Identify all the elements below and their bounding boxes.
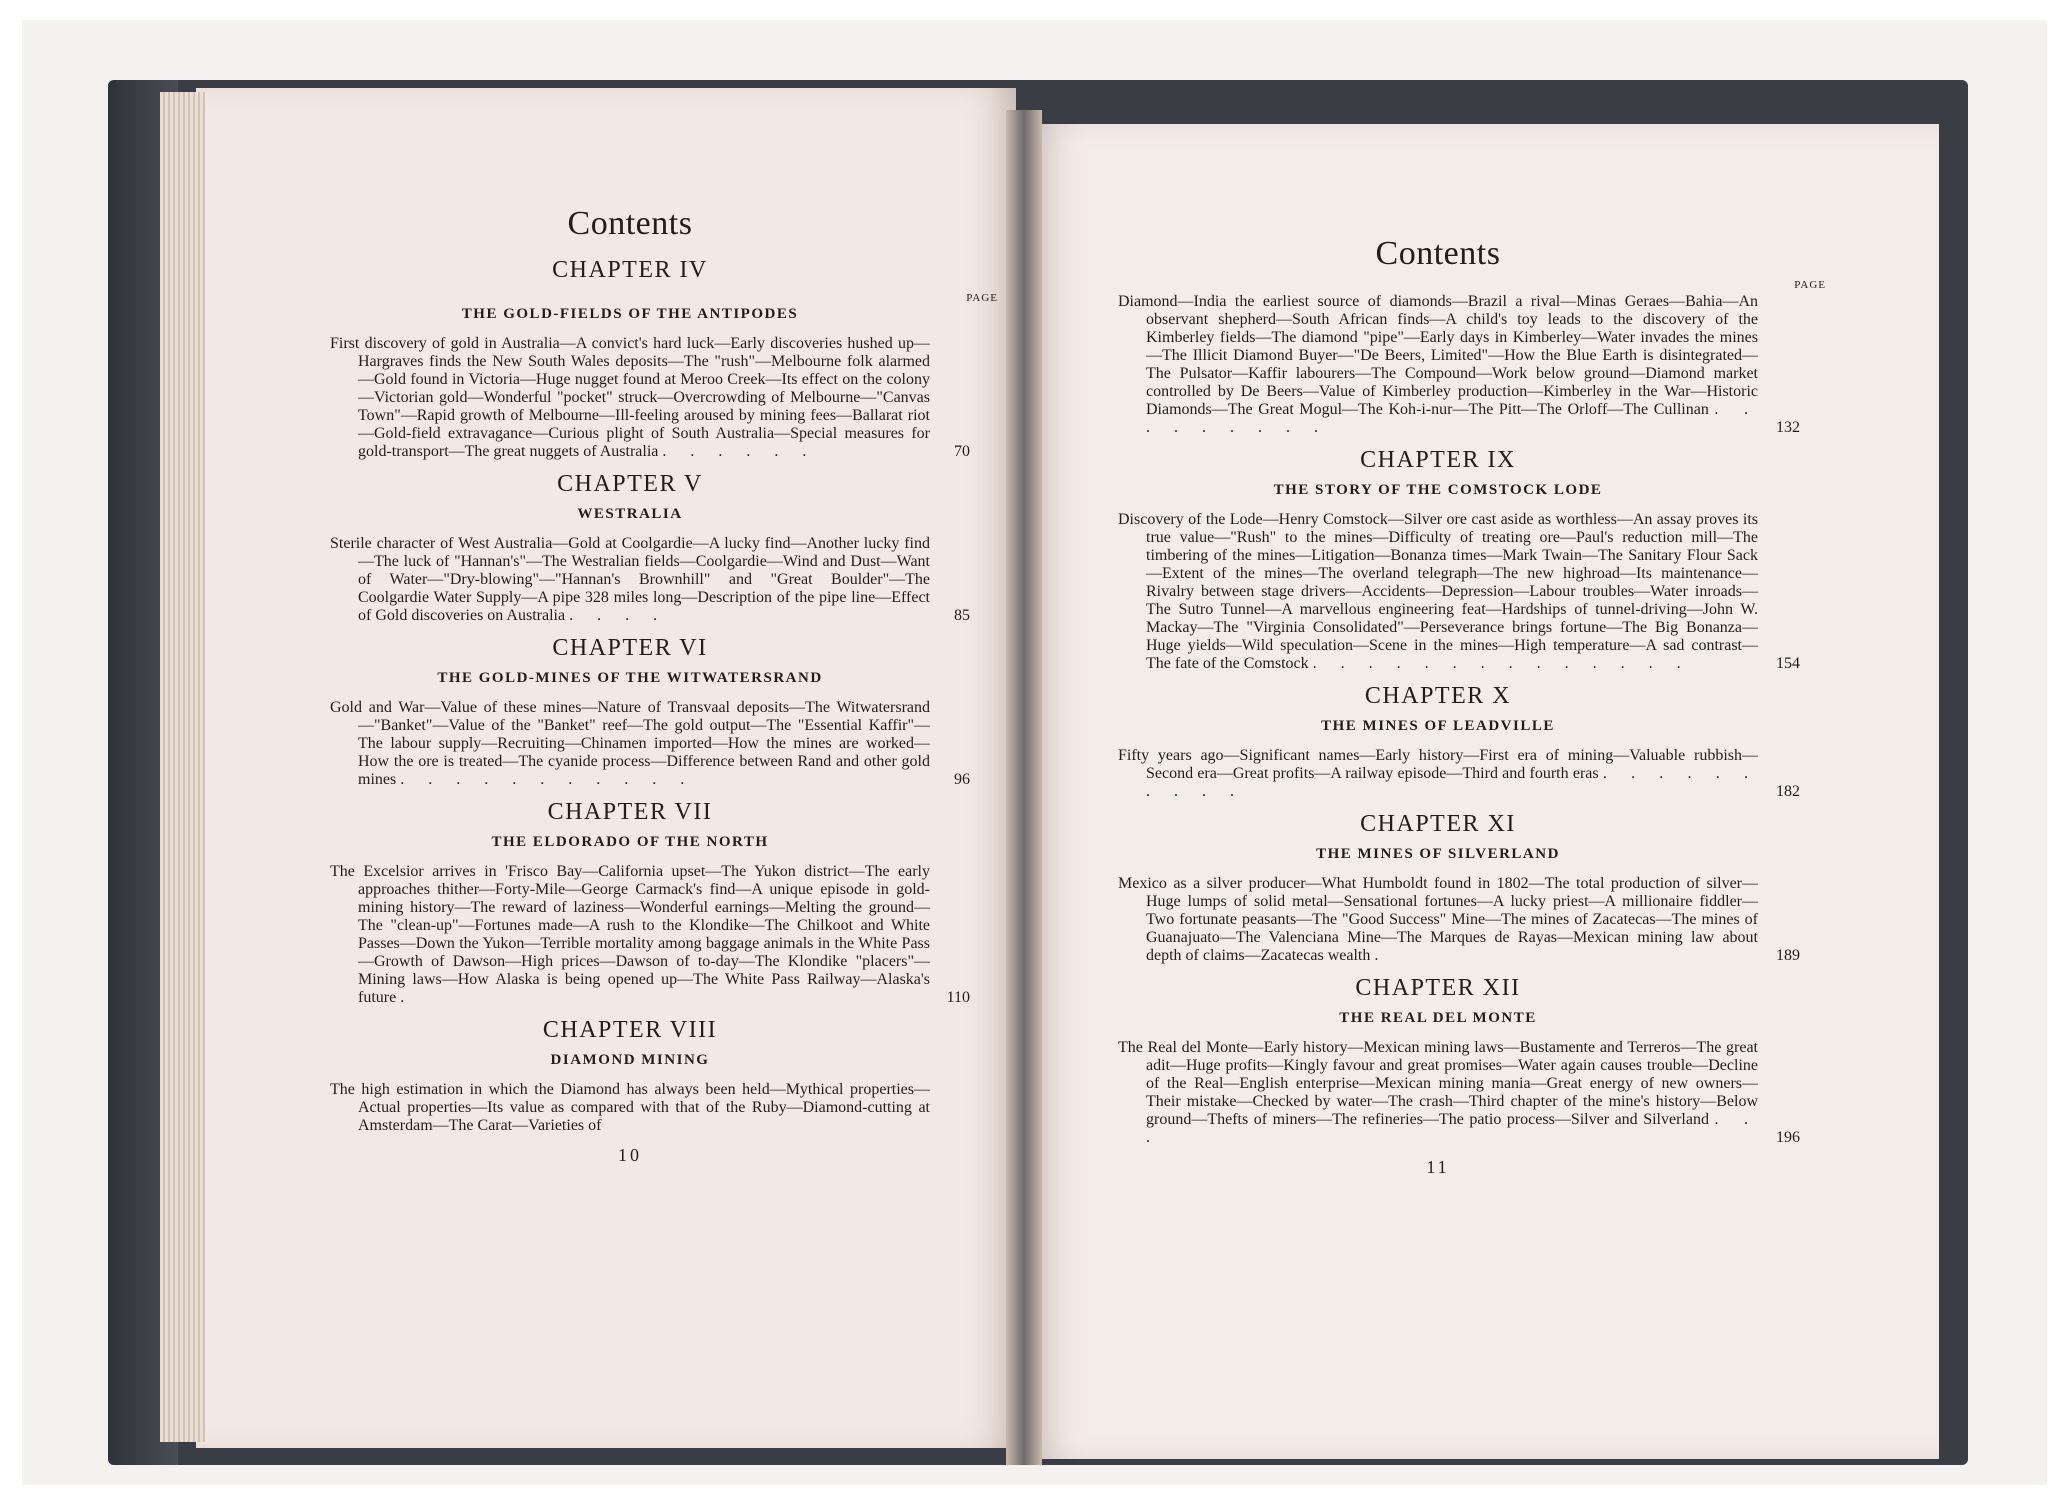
synopsis-text: Mexico as a silver producer—What Humboldt found in 1802—The total production of silver—Huge lumps of solid metal—Sensational fortunes—A lucky priest—A millionaire fiddler—Two fortunate peasants—The "Good Success" Mine—The mines of Zacatecas—The mines of Guanajuato—The Valenciana Mine—The Marques de Rayas—Mexican mining law about depth of claims—Zacatecas wealth bbox=[1118, 875, 1758, 964]
dot-leader: . . . . . . bbox=[662, 443, 817, 460]
chapter-synopsis bbox=[1118, 747, 1800, 801]
chapter-entry bbox=[1118, 811, 1800, 965]
book-gutter bbox=[1006, 110, 1042, 1465]
synopsis-text: The Real del Monte—Early history—Mexican mining laws—Bustamente and Terreros—The great adit—Huge profits—Kingly favour and great promises—Water again causes trouble—Decline of the Real—English enterprise—Mexican mining mania—Great energy of new owners—Their mistake—Checked by water—The crash—Third chapter of the mine's history—Below ground—Thefts of miners—The refineries—The patio process—Silver and Silverland bbox=[1118, 1039, 1758, 1128]
chapter-synopsis bbox=[330, 335, 970, 461]
page-block-edge bbox=[160, 92, 205, 1442]
page-number: 70 bbox=[954, 443, 970, 460]
chapter-subtitle: THE MINES OF LEADVILLE bbox=[1321, 718, 1555, 734]
chapter-subtitle: THE GOLD-MINES OF THE WITWATERSRAND bbox=[437, 670, 823, 686]
page-label-row bbox=[330, 292, 998, 306]
dot-leader: . . . . bbox=[569, 607, 668, 624]
contents-title: Contents bbox=[1375, 235, 1501, 272]
page-folio: 10 bbox=[618, 1145, 642, 1165]
chapter-synopsis bbox=[1118, 1039, 1800, 1147]
synopsis-text: The Excelsior arrives in 'Frisco Bay—California upset—The Yukon district—The early approaches thither—Forty-Mile—George Carmack's find—A unique episode in gold-mining history—The reward of laziness—Wonderful earnings—Melting the ground—The "clean-up"—Fortunes made—A rush to the Klondike—The Chilkoot and White Passes—Down the Yukon—Terrible mortality among baggage animals in the White Pass—Growth of Dawson—High prices—Dawson of to-day—The Klondike "placers"—Mining laws—How Alaska is being opened up—The White Pass Railway—Alaska's future bbox=[330, 863, 930, 1006]
chapter-entry bbox=[1118, 975, 1800, 1147]
chapter-synopsis bbox=[330, 863, 970, 1007]
page-label-row bbox=[1118, 279, 1826, 293]
synopsis-text: Gold and War—Value of these mines—Nature of Transvaal deposits—The Witwatersrand—"Banket"—Value of the "Banket" reef—The gold output—The "Essential Kaffir"—The labour supply—Recruiting—Chinamen imported—How the mines are worked—How the ore is treated—The cyanide process—Difference between Rand and other gold mines bbox=[330, 699, 930, 788]
chapter-subtitle: THE ELDORADO OF THE NORTH bbox=[491, 834, 769, 850]
dot-leader: . . . . . . . . . bbox=[1146, 401, 1758, 436]
dot-leader: . . . . . . . . . . bbox=[1146, 765, 1759, 800]
contents-title: Contents bbox=[567, 205, 693, 242]
page-number: 132 bbox=[1776, 419, 1800, 436]
page-number: 110 bbox=[946, 989, 970, 1006]
synopsis-text: Discovery of the Lode—Henry Comstock—Silver ore cast aside as worthless—An assay proves its true value—"Rush" to the mines—Difficulty of treating ore—Paul's reduction mill—The timbering of the mines—Litigation—Bonanza times—Mark Twain—The Sanitary Flour Sack—Extent of the mines—The overland telegraph—The new highroad—Its maintenance—Rivalry between stage drivers—Accidents—Depression—Labour troubles—Water inroads—The Sutro Tunnel—A marvellous engineering feat—Hardships of tunnel-driving—John W. Mackay—The "Virginia Consolidated"—Perseverance brings fortune—The Big Bonanza—Huge yields—Wild speculation—Scene in the mines—High temperature—A sad contrast—The fate of the Comstock bbox=[1118, 511, 1758, 672]
page-column-label: PAGE bbox=[1794, 279, 1826, 291]
chapter-heading: CHAPTER VI bbox=[552, 635, 708, 661]
chapter-heading: CHAPTER X bbox=[1364, 683, 1512, 709]
chapter-entry bbox=[1118, 293, 1800, 437]
chapter-entry bbox=[330, 635, 970, 789]
chapter-synopsis bbox=[1118, 511, 1800, 673]
synopsis-text: Diamond—India the earliest source of diamonds—Brazil a rival—Minas Geraes—Bahia—An observant shepherd—South African finds—A child's toy leads to the discovery of the Kimberley fields—The diamond "pipe"—Early days in Kimberley—Water invades the mines—The Illicit Diamond Buyer—"De Beers, Limited"—How the Blue Earth is disintegrated—The Pulsator—Kaffir labourers—The Compound—Work below ground—Diamond market controlled by De Beers—Value of Kimberley production—Kimberley in the War—Historic Diamonds—The Great Mogul—The Koh-i-nur—The Pitt—The Orloff—The Cullinan bbox=[1118, 293, 1758, 418]
chapter-subtitle: THE REAL DEL MONTE bbox=[1339, 1010, 1537, 1026]
chapter-subtitle: THE MINES OF SILVERLAND bbox=[1316, 846, 1560, 862]
chapter-subtitle: DIAMOND MINING bbox=[550, 1052, 710, 1068]
page-number: 196 bbox=[1776, 1129, 1800, 1146]
chapter-heading: CHAPTER XII bbox=[1355, 975, 1521, 1001]
chapter-synopsis bbox=[330, 535, 970, 625]
chapter-entry bbox=[330, 471, 970, 625]
synopsis-text: Sterile character of West Australia—Gold at Coolgardie—A lucky find—Another lucky find—The luck of "Hannan's"—The Westralian fields—Coolgardie—Wind and Dust—Want of Water—"Dry-blowing"—"Hannan's Brownhill" and "Great Boulder"—The Coolgardie Water Supply—A pipe 328 miles long—Description of the pipe line—Effect of Gold discoveries on Australia bbox=[330, 535, 930, 624]
page-number: 182 bbox=[1776, 783, 1800, 800]
chapter-synopsis bbox=[330, 699, 970, 789]
chapter-entry bbox=[1118, 447, 1800, 673]
chapter-entry bbox=[330, 799, 970, 1007]
dot-leader: . . . . . . . . . . . . . . bbox=[1312, 655, 1691, 672]
left-contents-column bbox=[330, 205, 998, 1166]
chapter-entry bbox=[330, 257, 998, 461]
chapter-heading: CHAPTER IX bbox=[1360, 447, 1516, 473]
chapter-synopsis bbox=[1118, 875, 1800, 965]
chapter-entry bbox=[330, 1017, 930, 1135]
dot-leader: . bbox=[400, 989, 415, 1006]
page-column-label: PAGE bbox=[966, 292, 998, 304]
chapter-heading: CHAPTER V bbox=[557, 471, 703, 497]
dot-leader: . . . . . . . . . . . bbox=[400, 771, 695, 788]
chapter-subtitle: THE STORY OF THE COMSTOCK LODE bbox=[1273, 482, 1603, 498]
chapter-synopsis bbox=[330, 1081, 930, 1135]
chapter-heading: CHAPTER VIII bbox=[542, 1017, 718, 1043]
synopsis-text: First discovery of gold in Australia—A convict's hard luck—Early discoveries hushed up—Hargraves finds the New South Wales deposits—The "rush"—Melbourne folk alarmed—Gold found in Victoria—Huge nugget found at Meroo Creek—Its effect on the colony—Victorian gold—Wonderful "pocket" struck—Overcrowding of Melbourne—"Canvas Town"—Rapid growth of Melbourne—Ill-feeling aroused by mining fees—Ballarat riot—Gold-field extravagance—Curious plight of South Australia—Special measures for gold-transport—The great nuggets of Australia bbox=[330, 335, 930, 460]
chapter-subtitle: THE GOLD-FIELDS OF THE ANTIPODES bbox=[461, 306, 799, 322]
synopsis-text: Fifty years ago—Significant names—Early history—First era of mining—Valuable rubbish—Second era—Great profits—A railway episode—Third and fourth eras bbox=[1118, 747, 1758, 782]
page-number: 189 bbox=[1776, 947, 1800, 964]
chapter-entry bbox=[1118, 683, 1800, 801]
page-number: 154 bbox=[1776, 655, 1800, 672]
page-number: 96 bbox=[954, 771, 970, 788]
page-number: 85 bbox=[954, 607, 970, 624]
page-folio: 11 bbox=[1426, 1157, 1450, 1177]
chapter-subtitle: WESTRALIA bbox=[577, 506, 683, 522]
chapter-heading: CHAPTER VII bbox=[547, 799, 713, 825]
dot-leader: . . . bbox=[1146, 1111, 1759, 1146]
chapter-heading: CHAPTER IV bbox=[552, 257, 708, 283]
right-contents-column bbox=[1118, 235, 1826, 1178]
chapter-synopsis bbox=[1118, 293, 1800, 437]
dot-leader: . bbox=[1374, 947, 1389, 964]
chapter-heading: CHAPTER XI bbox=[1360, 811, 1516, 837]
synopsis-text: The high estimation in which the Diamond has always been held—Mythical properties—Actual properties—Its value as compared with that of the Ruby—Diamond-cutting at Amsterdam—The Carat—Varieties of bbox=[330, 1081, 930, 1134]
